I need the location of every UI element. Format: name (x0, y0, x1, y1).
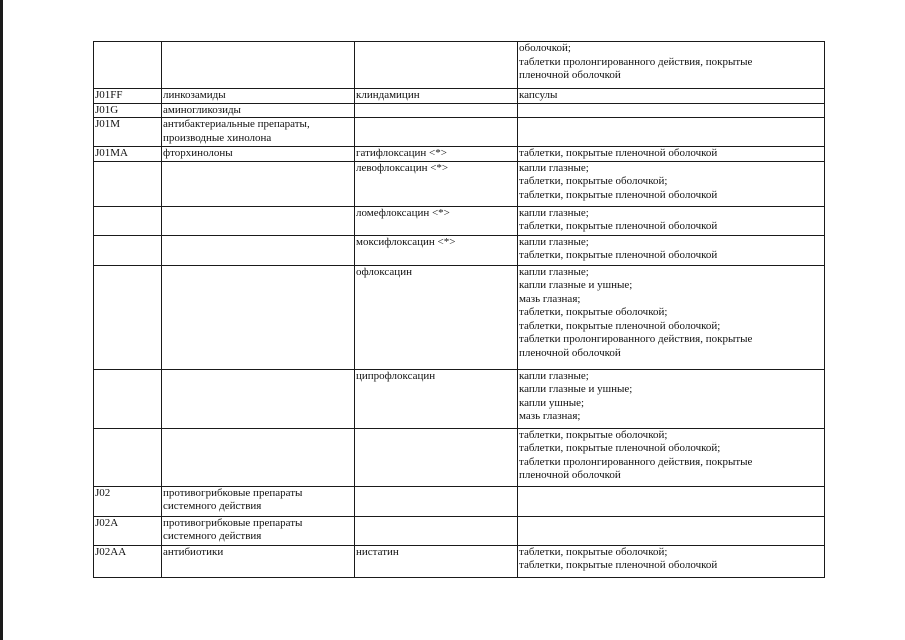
group-name-cell-text: противогрибковые препараты системного действия (163, 516, 303, 542)
atc-code-cell-text: J01G (95, 103, 119, 116)
atc-code-cell (94, 265, 162, 369)
dosage-forms-cell (518, 265, 825, 369)
atc-code-cell-text: J02AA (95, 545, 127, 558)
atc-code-cell (94, 89, 162, 104)
atc-code-cell (94, 103, 162, 118)
dosage-form-line: таблетки, покрытые оболочкой; (519, 428, 668, 441)
drug-name-cell-text: нистатин (356, 545, 399, 558)
drug-name-cell-text: моксифлоксацин <*> (356, 235, 456, 248)
dosage-form-line: таблетки, покрытые оболочкой; (519, 545, 668, 558)
drug-name-cell (355, 206, 518, 235)
dosage-forms-cell (518, 545, 825, 577)
dosage-form-line: капли глазные и ушные; (519, 279, 633, 291)
dosage-forms-cell (518, 118, 825, 147)
group-name-cell (162, 428, 355, 486)
dosage-form-line: капли глазные; (519, 265, 589, 278)
group-name-cell-text: антибиотики (163, 545, 224, 558)
group-name-cell (162, 103, 355, 118)
group-name-cell (162, 118, 355, 147)
dosage-form-line: капли глазные; (519, 206, 589, 219)
group-name-cell (162, 161, 355, 206)
dosage-form-line: пленочной оболочкой (519, 69, 621, 81)
page-left-edge (0, 0, 3, 640)
drug-name-cell (355, 161, 518, 206)
atc-code-cell-text: J02A (95, 516, 119, 529)
dosage-form-line: таблетки, покрытые оболочкой; (519, 175, 668, 187)
dosage-form-line: таблетки, покрытые пленочной оболочкой (519, 188, 718, 201)
group-name-cell-text: противогрибковые препараты системного действия (163, 486, 303, 512)
dosage-form-line: таблетки, покрытые пленочной оболочкой (519, 559, 718, 571)
dosage-form-line: таблетки пролонгированного действия, покрытые (519, 55, 753, 68)
drug-name-cell-text: гатифлоксацин <*> (356, 147, 447, 159)
atc-code-cell (94, 206, 162, 235)
atc-code-cell (94, 428, 162, 486)
dosage-form-line: капли глазные; (519, 235, 589, 248)
atc-code-cell-text: J01FF (95, 89, 123, 101)
group-name-cell (162, 369, 355, 428)
dosage-forms-cell (518, 486, 825, 516)
dosage-form-line: таблетки, покрытые пленочной оболочкой; (519, 319, 721, 332)
group-name-cell (162, 42, 355, 89)
dosage-forms-cell (518, 103, 825, 118)
drug-name-cell (355, 545, 518, 577)
group-name-cell-text: антибактериальные препараты, производные хинолона (163, 118, 310, 144)
dosage-forms-cell (518, 42, 825, 89)
dosage-form-line: таблетки, покрытые пленочной оболочкой (519, 147, 718, 159)
drug-name-cell-text: клиндамицин (356, 89, 420, 101)
group-name-cell-text: аминогликозиды (163, 103, 241, 116)
dosage-forms-cell (518, 147, 825, 162)
drug-name-cell (355, 103, 518, 118)
atc-code-cell-text: J01MA (95, 147, 129, 159)
table-row (94, 428, 825, 486)
dosage-forms-cell (518, 235, 825, 265)
drug-name-cell (355, 42, 518, 89)
dosage-forms-cell (518, 161, 825, 206)
group-name-cell (162, 206, 355, 235)
table-row (94, 206, 825, 235)
atc-code-cell (94, 516, 162, 545)
atc-code-cell (94, 369, 162, 428)
drug-name-cell-text: ципрофлоксацин (356, 369, 436, 382)
drug-name-cell (355, 235, 518, 265)
dosage-form-line: пленочной оболочкой (519, 469, 621, 481)
dosage-forms-cell (518, 206, 825, 235)
dosage-form-line: таблетки, покрытые пленочной оболочкой; (519, 442, 721, 454)
table-body (94, 42, 825, 578)
drug-name-cell (355, 265, 518, 369)
drug-name-cell (355, 89, 518, 104)
group-name-cell (162, 235, 355, 265)
dosage-form-line: мазь глазная; (519, 292, 581, 305)
drug-name-cell-text: ломефлоксацин <*> (356, 206, 450, 219)
table-row (94, 265, 825, 369)
atc-code-cell-text: J01M (95, 118, 121, 130)
dosage-forms-cell (518, 516, 825, 545)
dosage-forms-cell (518, 369, 825, 428)
table-row (94, 89, 825, 104)
table-row (94, 369, 825, 428)
group-name-cell-text: фторхинолоны (163, 147, 233, 159)
table-row (94, 118, 825, 147)
table-row (94, 545, 825, 577)
atc-code-cell (94, 545, 162, 577)
atc-code-cell (94, 486, 162, 516)
dosage-form-line: капсулы (519, 89, 558, 101)
atc-code-cell (94, 235, 162, 265)
atc-code-cell (94, 42, 162, 89)
table-row (94, 147, 825, 162)
atc-code-cell (94, 118, 162, 147)
dosage-form-line: капли глазные; (519, 161, 589, 174)
dosage-form-line: капли глазные; (519, 369, 589, 382)
table-row (94, 235, 825, 265)
atc-code-cell-text: J02 (95, 486, 111, 499)
dosage-form-line: таблетки пролонгированного действия, покрытые (519, 333, 753, 345)
atc-code-cell (94, 147, 162, 162)
drug-name-cell (355, 486, 518, 516)
group-name-cell-text: линкозамиды (163, 89, 226, 101)
group-name-cell (162, 265, 355, 369)
dosage-form-line: таблетки, покрытые пленочной оболочкой (519, 249, 718, 261)
dosage-form-line: пленочной оболочкой (519, 346, 621, 359)
drug-name-cell (355, 369, 518, 428)
drug-name-cell (355, 516, 518, 545)
dosage-form-line: капли ушные; (519, 396, 585, 409)
group-name-cell (162, 147, 355, 162)
atc-code-cell (94, 161, 162, 206)
table-row (94, 42, 825, 89)
drug-name-cell (355, 147, 518, 162)
table-row (94, 161, 825, 206)
drug-name-cell (355, 428, 518, 486)
group-name-cell (162, 516, 355, 545)
dosage-form-line: таблетки пролонгированного действия, покрытые (519, 455, 753, 468)
table-row (94, 516, 825, 545)
dosage-form-line: капли глазные и ушные; (519, 383, 633, 395)
dosage-form-line: мазь глазная; (519, 410, 581, 422)
table-row (94, 486, 825, 516)
drug-name-cell-text: офлоксацин (356, 265, 412, 278)
drug-classification-table (93, 41, 825, 578)
table-row (94, 103, 825, 118)
group-name-cell (162, 545, 355, 577)
drug-name-cell (355, 118, 518, 147)
drug-name-cell-text: левофлоксацин <*> (356, 161, 449, 174)
dosage-form-line: таблетки, покрытые пленочной оболочкой (519, 220, 718, 232)
dosage-forms-cell (518, 428, 825, 486)
dosage-form-line: оболочкой; (519, 42, 571, 54)
dosage-form-line: таблетки, покрытые оболочкой; (519, 306, 668, 318)
group-name-cell (162, 486, 355, 516)
dosage-forms-cell (518, 89, 825, 104)
group-name-cell (162, 89, 355, 104)
